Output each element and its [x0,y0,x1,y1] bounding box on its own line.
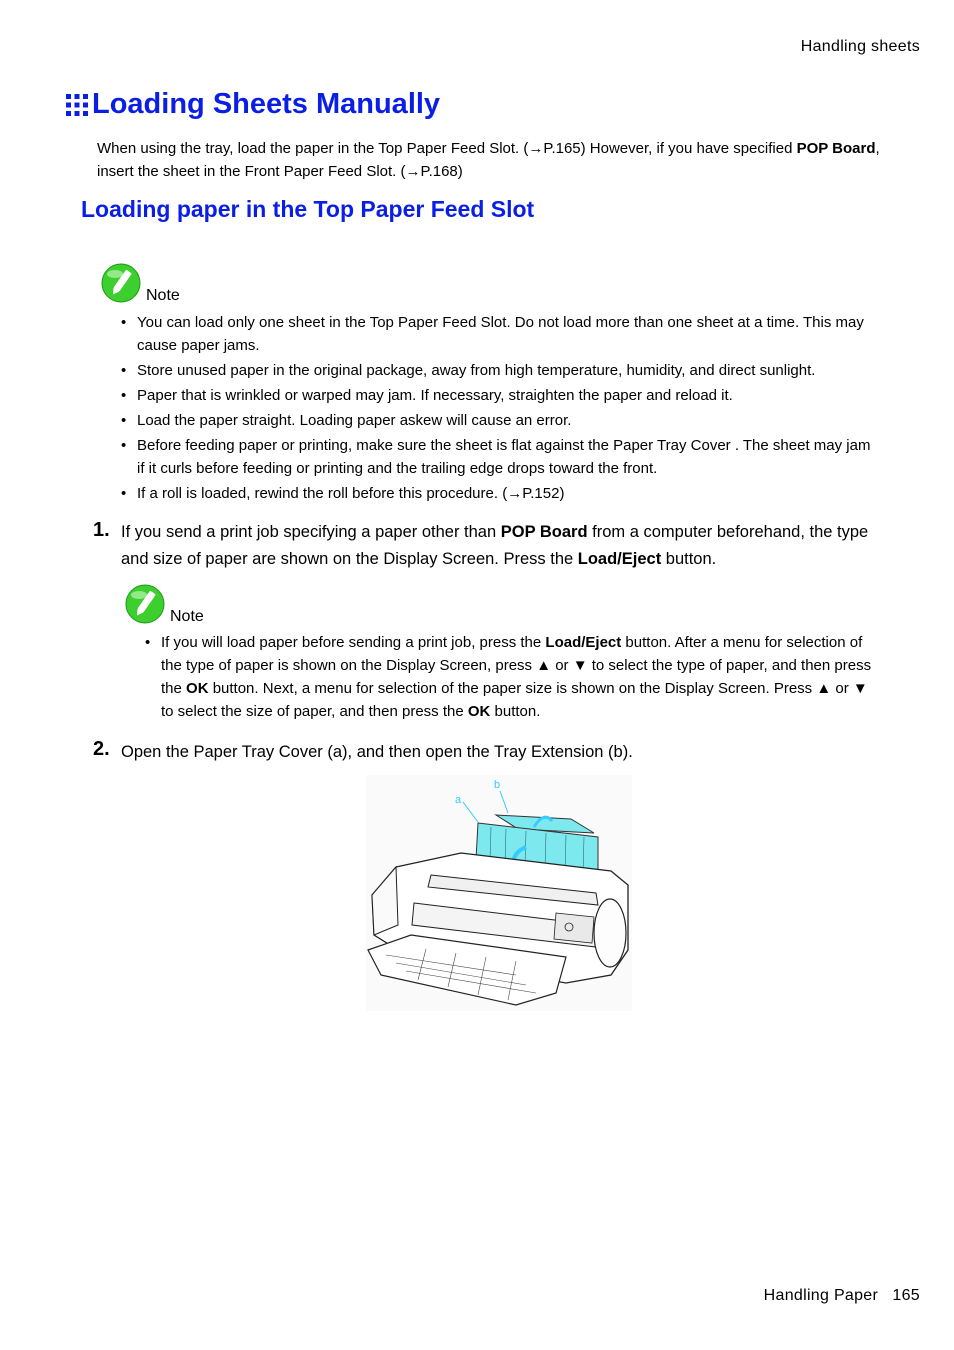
grid-icon [66,94,88,116]
note-label: Note [146,287,180,304]
page-footer [764,1287,920,1305]
intro-text-end: , insert the sheet in the Front Paper Feed Slot. (→P.168) [97,140,880,180]
intro-paragraph [97,137,887,183]
list-item: • You can load only one sheet in the Top Paper Feed Slot. Do not load more than one sheet at a time. This may cause paper jams. [121,311,881,357]
list-item: • Load the paper straight. Loading paper askew will cause an error. [121,409,881,432]
callout-b: b [494,779,501,791]
step-text-part: button. [661,550,717,568]
page-number: 165 [892,1287,920,1304]
pencil-check-icon [124,583,166,625]
footer-chapter: Handling Paper [763,1287,879,1304]
step-number: 1. [93,519,110,541]
page-title: Loading Sheets Manually [92,88,441,120]
list-item: • Before feeding paper or printing, make sure the sheet is flat against the Paper Tray Cover . The sheet may jam if it curls before feeding or printing and the trailing edge drops toward the front. [121,434,881,480]
section-heading: Loading paper in the Top Paper Feed Slot [81,196,535,222]
printer-illustration [366,775,632,1011]
note-header [100,262,180,304]
step-text: Open the Paper Tray Cover (a), and then open the Tray Extension (b). [121,743,633,761]
pencil-check-icon [100,262,142,304]
running-header: Handling sheets [800,38,920,55]
note-header [124,583,204,625]
note-text: button. After a menu for selection of the type of paper is shown on the Display Screen, press ▲ or ▼ to select the type of paper, and then press the [161,634,872,697]
list-item [145,631,880,723]
step-text-part: If you send a print job specifying a paper other than [121,523,501,541]
title-block [66,88,440,121]
note-list [145,631,880,725]
list-item: • Paper that is wrinkled or warped may jam. If necessary, straighten the paper and reload it. [121,384,881,407]
step-text-part: from a computer beforehand, the type and size of paper are shown on the Display Screen. Press the [121,523,869,568]
note-bold: Load/Eject [545,634,622,651]
callout-a: a [455,794,462,806]
intro-bold: POP Board [796,140,876,157]
note-list [121,311,881,507]
note-text: button. [490,703,541,720]
operation-panel [554,913,594,943]
note-text: If you will load paper before sending a print job, press the [161,634,546,651]
note-label: Note [170,608,204,625]
step-text [121,519,881,573]
intro-text: When using the tray, load the paper in the Top Paper Feed Slot. (→P.165) However, if you have specified [97,140,797,157]
note-bold: OK [467,703,491,720]
list-item: • Store unused paper in the original package, away from high temperature, humidity, and direct sunlight. [121,359,881,382]
step-bold: POP Board [500,523,588,541]
note-text: button. Next, a menu for selection of the paper size is shown on the Display Screen. Press ▲ or ▼ to select the size of paper, and then press the [161,680,868,720]
note-bold: OK [186,680,209,697]
list-item: • If a roll is loaded, rewind the roll before this procedure. (→P.152) [121,482,881,505]
step-bold: Load/Eject [577,550,662,568]
step-number: 2. [93,738,110,760]
roll-cover [594,899,626,967]
